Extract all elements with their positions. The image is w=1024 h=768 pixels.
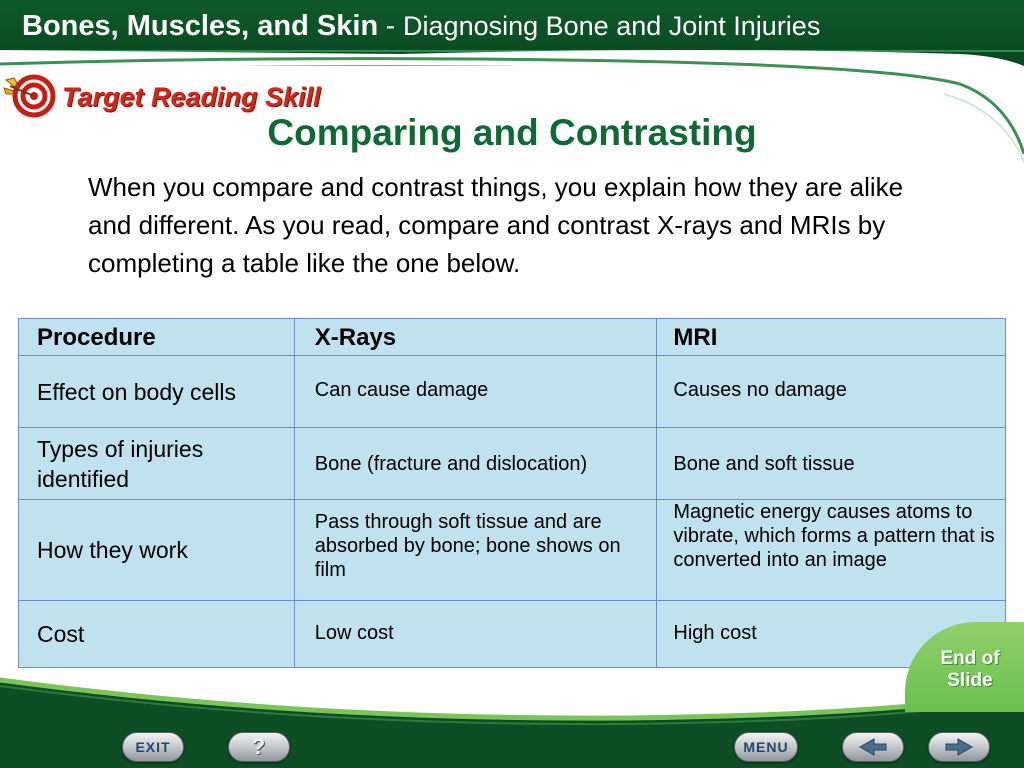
lesson-title: Diagnosing Bone and Joint Injuries	[403, 11, 821, 41]
table-header-cell: Procedure	[19, 319, 295, 356]
exit-button[interactable]	[122, 732, 184, 762]
arrow-left-icon	[858, 738, 888, 756]
table-cell: High cost	[657, 601, 1006, 668]
table-cell: Bone and soft tissue	[657, 428, 1006, 500]
page-title: Comparing and Contrasting	[267, 112, 757, 153]
section-label: Target Reading Skill	[62, 82, 321, 112]
table-cell: Pass through soft tissue and are absorbed by bone; bone shows on film	[294, 500, 657, 601]
table-row	[19, 356, 1006, 428]
title-separator: -	[378, 10, 404, 41]
menu-label: MENU	[743, 739, 789, 755]
header-title	[22, 10, 820, 43]
table-row	[19, 500, 1006, 601]
table-cell: Magnetic energy causes atoms to vibrate, which forms a pattern that is converted into an image	[657, 500, 1006, 601]
table-cell: How they work	[19, 500, 295, 601]
table-row	[19, 428, 1006, 500]
table-cell: Effect on body cells	[19, 356, 295, 428]
table-cell: Low cost	[294, 601, 657, 668]
table-cell: Types of injuries identified	[19, 428, 295, 500]
help-label: ?	[251, 734, 267, 759]
exit-label: EXIT	[135, 739, 171, 755]
table-cell: Causes no damage	[657, 356, 1006, 428]
arrow-right-icon	[944, 738, 974, 756]
chapter-title: Bones, Muscles, and Skin	[22, 10, 379, 42]
comparison-table	[18, 318, 1006, 668]
table-cell: Cost	[19, 601, 295, 668]
help-button[interactable]	[228, 732, 290, 762]
end-of-slide-label: End of Slide	[940, 648, 1000, 691]
table-row	[19, 601, 1006, 668]
table-cell: Bone (fracture and dislocation)	[294, 428, 657, 500]
next-button[interactable]	[928, 732, 990, 762]
table-header-row	[19, 319, 1006, 356]
table-header-cell: X-Rays	[294, 319, 657, 356]
intro-paragraph: When you compare and contrast things, you explain how they are alike and different. As you read, compare and contrast X-rays and MRIs by completing a table like the one below.	[88, 172, 904, 278]
table-header-cell: MRI	[657, 319, 1006, 356]
previous-button[interactable]	[842, 732, 904, 762]
menu-button[interactable]	[734, 732, 798, 762]
table-cell: Can cause damage	[294, 356, 657, 428]
